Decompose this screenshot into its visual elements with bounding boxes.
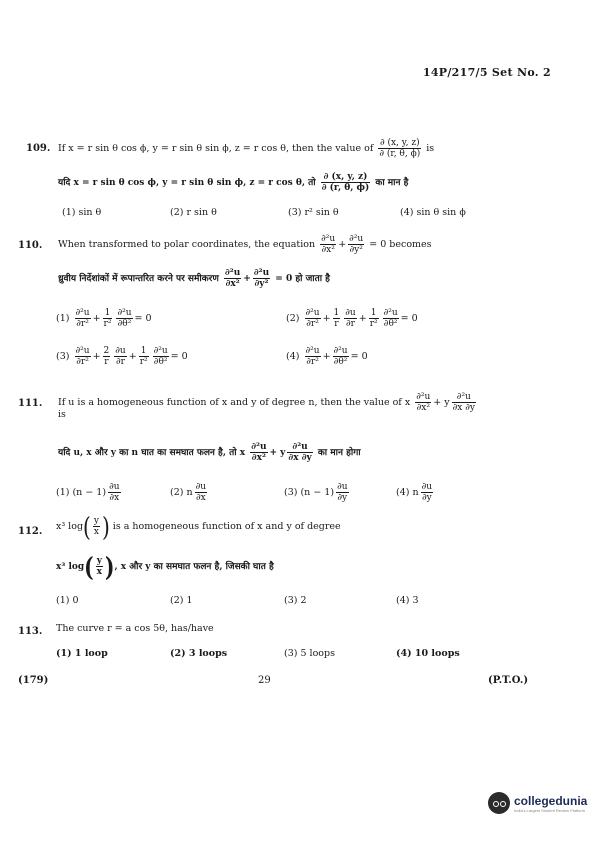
question-number: 113. [18, 626, 43, 637]
option-4: (4) n $\frac{\partial u}{\partial y}$ [396, 482, 433, 503]
question-number: 109. [26, 143, 51, 154]
option-3: (3) 2 [284, 595, 307, 606]
question-text-en: The curve r = a cos 5θ, has/have [56, 623, 214, 634]
question-number: 111. [18, 398, 43, 409]
question-text-hi: यदि u, x और y का n घात का समघात फलन है, तो x $\frac{\text{∂²u}}{\text{∂x²}}$ + y $\frac{\text{∂²u}}{\partial x \partial y}$ का मान होगा [58, 442, 361, 463]
logo-name: collegedunia [514, 793, 588, 808]
option-3: (3) (n − 1) $\frac{\partial u}{\partial y}$ [284, 482, 348, 503]
question-text-hi: x³ log( $\frac{y}{x}$ ), x और y का समघात फलन है, जिसकी घात है [56, 550, 274, 583]
question-text-en: If x = r sin θ cos ϕ, y = r sin θ sin ϕ, z = r cos θ, then the value of $\frac{\partial (x, y, z)}{\partial (r, \theta, \phi)}$ is [58, 138, 435, 159]
jacobian-fraction: $\frac{\partial (x, y, z)}{\partial (r, \theta, \phi)}$ [379, 138, 421, 159]
option-4: (4) sin θ sin ϕ [400, 207, 466, 218]
option-3: (3) r² sin θ [288, 207, 339, 218]
option-4: (4) 10 loops [396, 648, 460, 659]
mascot-icon [488, 792, 510, 814]
option-4: (4) $\frac{\text{∂²u}}{\text{∂r²}}$ + $\frac{\text{∂²u}}{\text{∂θ²}}$ = 0 [286, 346, 368, 367]
option-3: (3) $\frac{\text{∂²u}}{\text{∂r²}}$ + $\frac{2}{r}$ $\frac{\partial u}{\partial r}$ + $\frac{1}{\text{r²}}$ $\frac{\text{∂²u}}{\text{∂θ²}}$ = 0 [56, 346, 188, 367]
question-text-en: When transformed to polar coordinates, the equation $\frac{\text{∂²u}}{\text{∂x²}}$ + $\frac{\text{∂²u}}{\text{∂y²}}$ = 0 becomes [58, 234, 432, 255]
option-2: (2) 3 loops [170, 648, 228, 659]
question-text-hi: यदि x = r sin θ cos ϕ, y = r sin θ sin ϕ, z = r cos θ, तो $\frac{\partial (x, y, z)}{\partial (r, \theta, \phi)}$ का मान है [58, 172, 409, 193]
option-2: (2) n $\frac{\partial u}{\partial x}$ [170, 482, 207, 503]
option-1: (1) $\frac{\text{∂²u}}{\text{∂r²}}$ + $\frac{1}{\text{r²}}$ $\frac{\text{∂²u}}{\text{∂θ²}}$ = 0 [56, 308, 152, 329]
option-2: (2) $\frac{\text{∂²u}}{\text{∂r²}}$ + $\frac{1}{r}$ $\frac{\partial u}{\partial r}$ + $\frac{1}{\text{r²}}$ $\frac{\text{∂²u}}{\text{∂θ²}}$ = 0 [286, 308, 418, 329]
question-text-en-end: is [58, 409, 66, 420]
question-text-hi: ध्रुवीय निर्देशांकों में रूपान्तरित करने पर समीकरण $\frac{\text{∂²u}}{\text{∂x²}}$ + $\frac{\text{∂²u}}{\text{∂y²}}$ = 0 हो जाता है [58, 268, 330, 289]
logo-tagline: India's Largest Student Review Platform [514, 807, 586, 813]
option-1: (1) (n − 1) $\frac{\partial u}{\partial x}$ [56, 482, 120, 503]
option-2: (2) r sin θ [170, 207, 217, 218]
option-1: (1) 0 [56, 595, 79, 606]
option-4: (4) 3 [396, 595, 419, 606]
option-1: (1) 1 loop [56, 648, 108, 659]
collegedunia-logo [488, 792, 587, 814]
footer-code: (179) [18, 675, 49, 686]
question-text-en: x³ log( $\frac{y}{x}$ ) is a homogeneous function of x and y of degree [56, 510, 341, 543]
question-number: 110. [18, 240, 43, 251]
option-1: (1) sin θ [62, 207, 102, 218]
option-2: (2) 1 [170, 595, 193, 606]
page-number: 29 [258, 675, 271, 686]
set-code: 14P/217/5 Set No. 2 [422, 66, 551, 79]
pto-label: (P.T.O.) [488, 675, 529, 686]
option-3: (3) 5 loops [284, 648, 335, 659]
question-text-en: If u is a homogeneous function of x and y of degree n, then the value of x $\frac{\text{∂²u}}{\text{∂x²}}$ + y $\frac{\text{∂²u}}{\partial x \partial y}$ [58, 392, 475, 413]
question-number: 112. [18, 526, 43, 537]
